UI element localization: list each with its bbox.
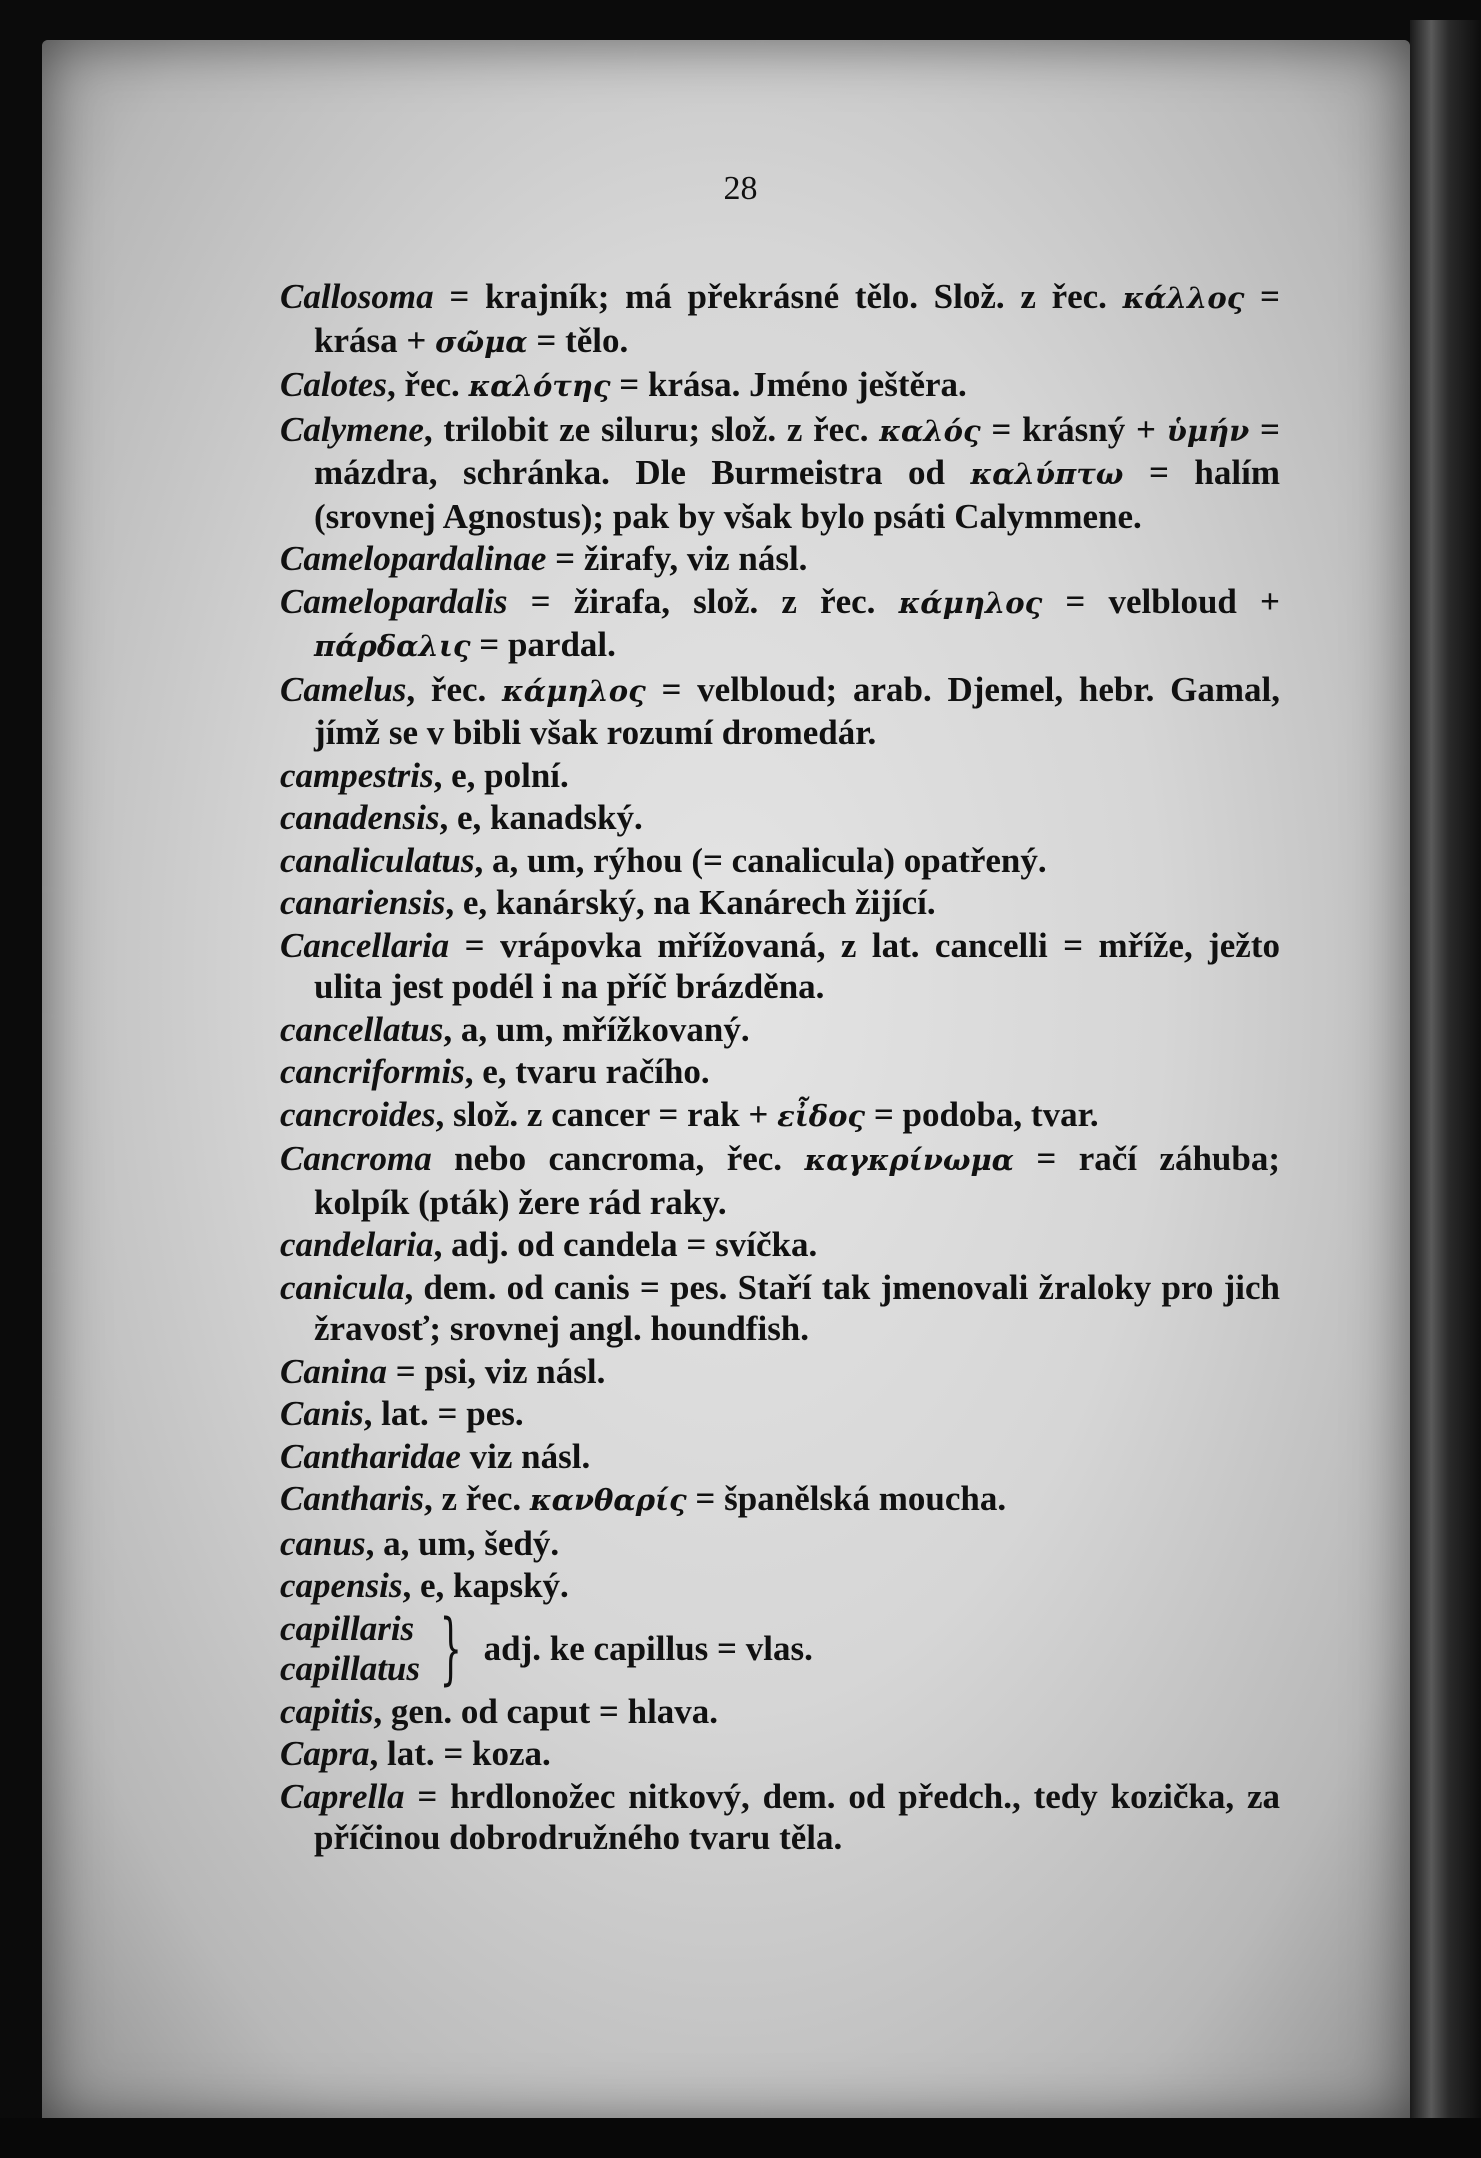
entry-canina: Canina = psi, viz násl.	[280, 1351, 606, 1391]
bottom-shadow	[0, 2118, 1481, 2158]
entry-head: candelaria	[280, 1225, 434, 1264]
greek-word: καλός	[879, 413, 981, 448]
greek-word: κάμηλος	[502, 673, 646, 708]
entry-calymene: Calymene, trilobit ze siluru; slož. z řec. καλός = krásný + ὑμήν = mázdra, schránka. Dle Burmeistra od καλύπτω = halím (srovnej Agnostus); pak by však bylo psáti Calymmene.	[280, 409, 1280, 536]
book-edge	[1410, 20, 1481, 2158]
entry-head: canariensis	[280, 883, 446, 922]
entry-head: capillatus	[280, 1648, 421, 1688]
entry-head: Cancroma	[280, 1139, 432, 1178]
greek-word: κάλλος	[1122, 281, 1245, 315]
entry-cancroides: cancroides, slož. z cancer = rak + εἶδος = podoba, tvar.	[280, 1094, 1099, 1134]
entry-head: Calymene	[280, 409, 424, 449]
entry-head: canadensis	[280, 798, 440, 837]
brace-heads	[280, 1609, 420, 1689]
entry-head: cancellatus	[280, 1009, 444, 1049]
entry-head: capitis	[280, 1691, 374, 1731]
entry-head: Calotes	[280, 365, 387, 404]
entry-camelopardalis: Camelopardalis = žirafa, slož. z řec. κάμηλος = velbloud + πάρδαλις = pardal.	[280, 581, 1280, 664]
entry-cantharis: Cantharis, z řec. κανθαρίς = španělská moucha.	[280, 1479, 1007, 1518]
entry-head: Camelus	[280, 669, 407, 709]
entry-head: Capra	[280, 1734, 370, 1773]
greek-word: κάμηλος	[898, 585, 1043, 620]
entry-canadensis: canadensis, e, kanadský.	[280, 798, 643, 837]
greek-word: πάρδαλις	[314, 629, 471, 663]
entry-head: capensis	[280, 1566, 403, 1605]
entry-cancriformis: cancriformis, e, tvaru račího.	[280, 1052, 710, 1091]
entry-cancellaria: Cancellaria = vrápovka mřížovaná, z lat. cancelli = mříže, ježto ulita jest podél i na příč brázděna.	[280, 925, 1280, 1006]
entry-head: Cantharis	[280, 1479, 424, 1518]
entry-head: Canina	[280, 1351, 387, 1391]
entry-head: cancriformis	[280, 1052, 465, 1091]
greek-word: καλότης	[468, 369, 611, 403]
entry-candelaria: candelaria, adj. od candela = svíčka.	[280, 1225, 818, 1264]
entry-canis: Canis, lat. = pes.	[280, 1394, 524, 1433]
brace-icon: }	[439, 1603, 463, 1694]
entry-head: canus	[280, 1523, 366, 1563]
greek-word: καγκρίνωμα	[804, 1143, 1014, 1177]
entry-campestris: campestris, e, polní.	[280, 755, 569, 795]
entry-cancroma: Cancroma nebo cancroma, řec. καγκρίνωμα = račí záhuba; kolpík (pták) žere rád raky.	[280, 1139, 1280, 1222]
entry-head: Callosoma	[280, 277, 434, 316]
brace-entry-text: adj. ke capillus = vlas.	[483, 1628, 813, 1668]
greek-word: εἶδος	[777, 1098, 866, 1133]
entry-camelopardalinae: Camelopardalinae = žirafy, viz násl.	[280, 539, 808, 578]
entry-callosoma: Callosoma = krajník; má překrásné tělo. Slož. z řec. κάλλος = krása + σῶμα = tělo.	[280, 277, 1280, 360]
entry-capensis: capensis, e, kapský.	[280, 1566, 569, 1605]
dictionary-entries	[280, 276, 1280, 1859]
entry-head: Cantharidae	[280, 1436, 461, 1476]
entry-head: cancroides	[280, 1094, 436, 1134]
entry-caprella: Caprella = hrdlonožec nitkový, dem. od předch., tedy kozička, za příčinou dobrodružného tvaru těla.	[280, 1776, 1280, 1857]
entry-head: canicula	[280, 1267, 405, 1307]
entry-capra: Capra, lat. = koza.	[280, 1734, 551, 1773]
entry-head: Cancellaria	[280, 925, 450, 965]
entry-calotes: Calotes, řec. καλότης = krása. Jméno ještěra.	[280, 365, 967, 404]
greek-word: ὑμήν	[1166, 413, 1250, 448]
page-number: 28	[723, 170, 758, 207]
entry-head: capillaris	[280, 1608, 415, 1648]
entry-head: Camelopardalis	[280, 581, 508, 621]
entry-head: campestris	[280, 755, 434, 795]
entry-head: Caprella	[280, 1776, 405, 1816]
greek-word: καλύπτω	[970, 457, 1124, 491]
entry-canaliculatus: canaliculatus, a, um, rýhou (= canalicula) opatřený.	[280, 840, 1047, 880]
entry-head: Camelopardalinae	[280, 539, 547, 578]
entry-cantharidae: Cantharidae viz násl.	[280, 1436, 591, 1476]
entry-head: Canis	[280, 1394, 364, 1433]
entry-canus: canus, a, um, šedý.	[280, 1523, 560, 1563]
entry-canariensis: canariensis, e, kanárský, na Kanárech žijící.	[280, 883, 936, 922]
entry-camelus: Camelus, řec. κάμηλος = velbloud; arab. Djemel, hebr. Gamal, jímž se v bibli však rozumí dromedár.	[280, 669, 1280, 752]
entry-capitis: capitis, gen. od caput = hlava.	[280, 1691, 719, 1731]
greek-word: κανθαρίς	[529, 1483, 687, 1517]
entry-canicula: canicula, dem. od canis = pes. Staří tak jmenovali žraloky pro jich žravosť; srovnej angl. houndfish.	[280, 1267, 1280, 1348]
entry-head: canaliculatus	[280, 840, 475, 880]
entry-capillaris-capillatus	[280, 1603, 1280, 1694]
entry-cancellatus: cancellatus, a, um, mřížkovaný.	[280, 1009, 750, 1049]
greek-word: σῶμα	[435, 324, 528, 359]
